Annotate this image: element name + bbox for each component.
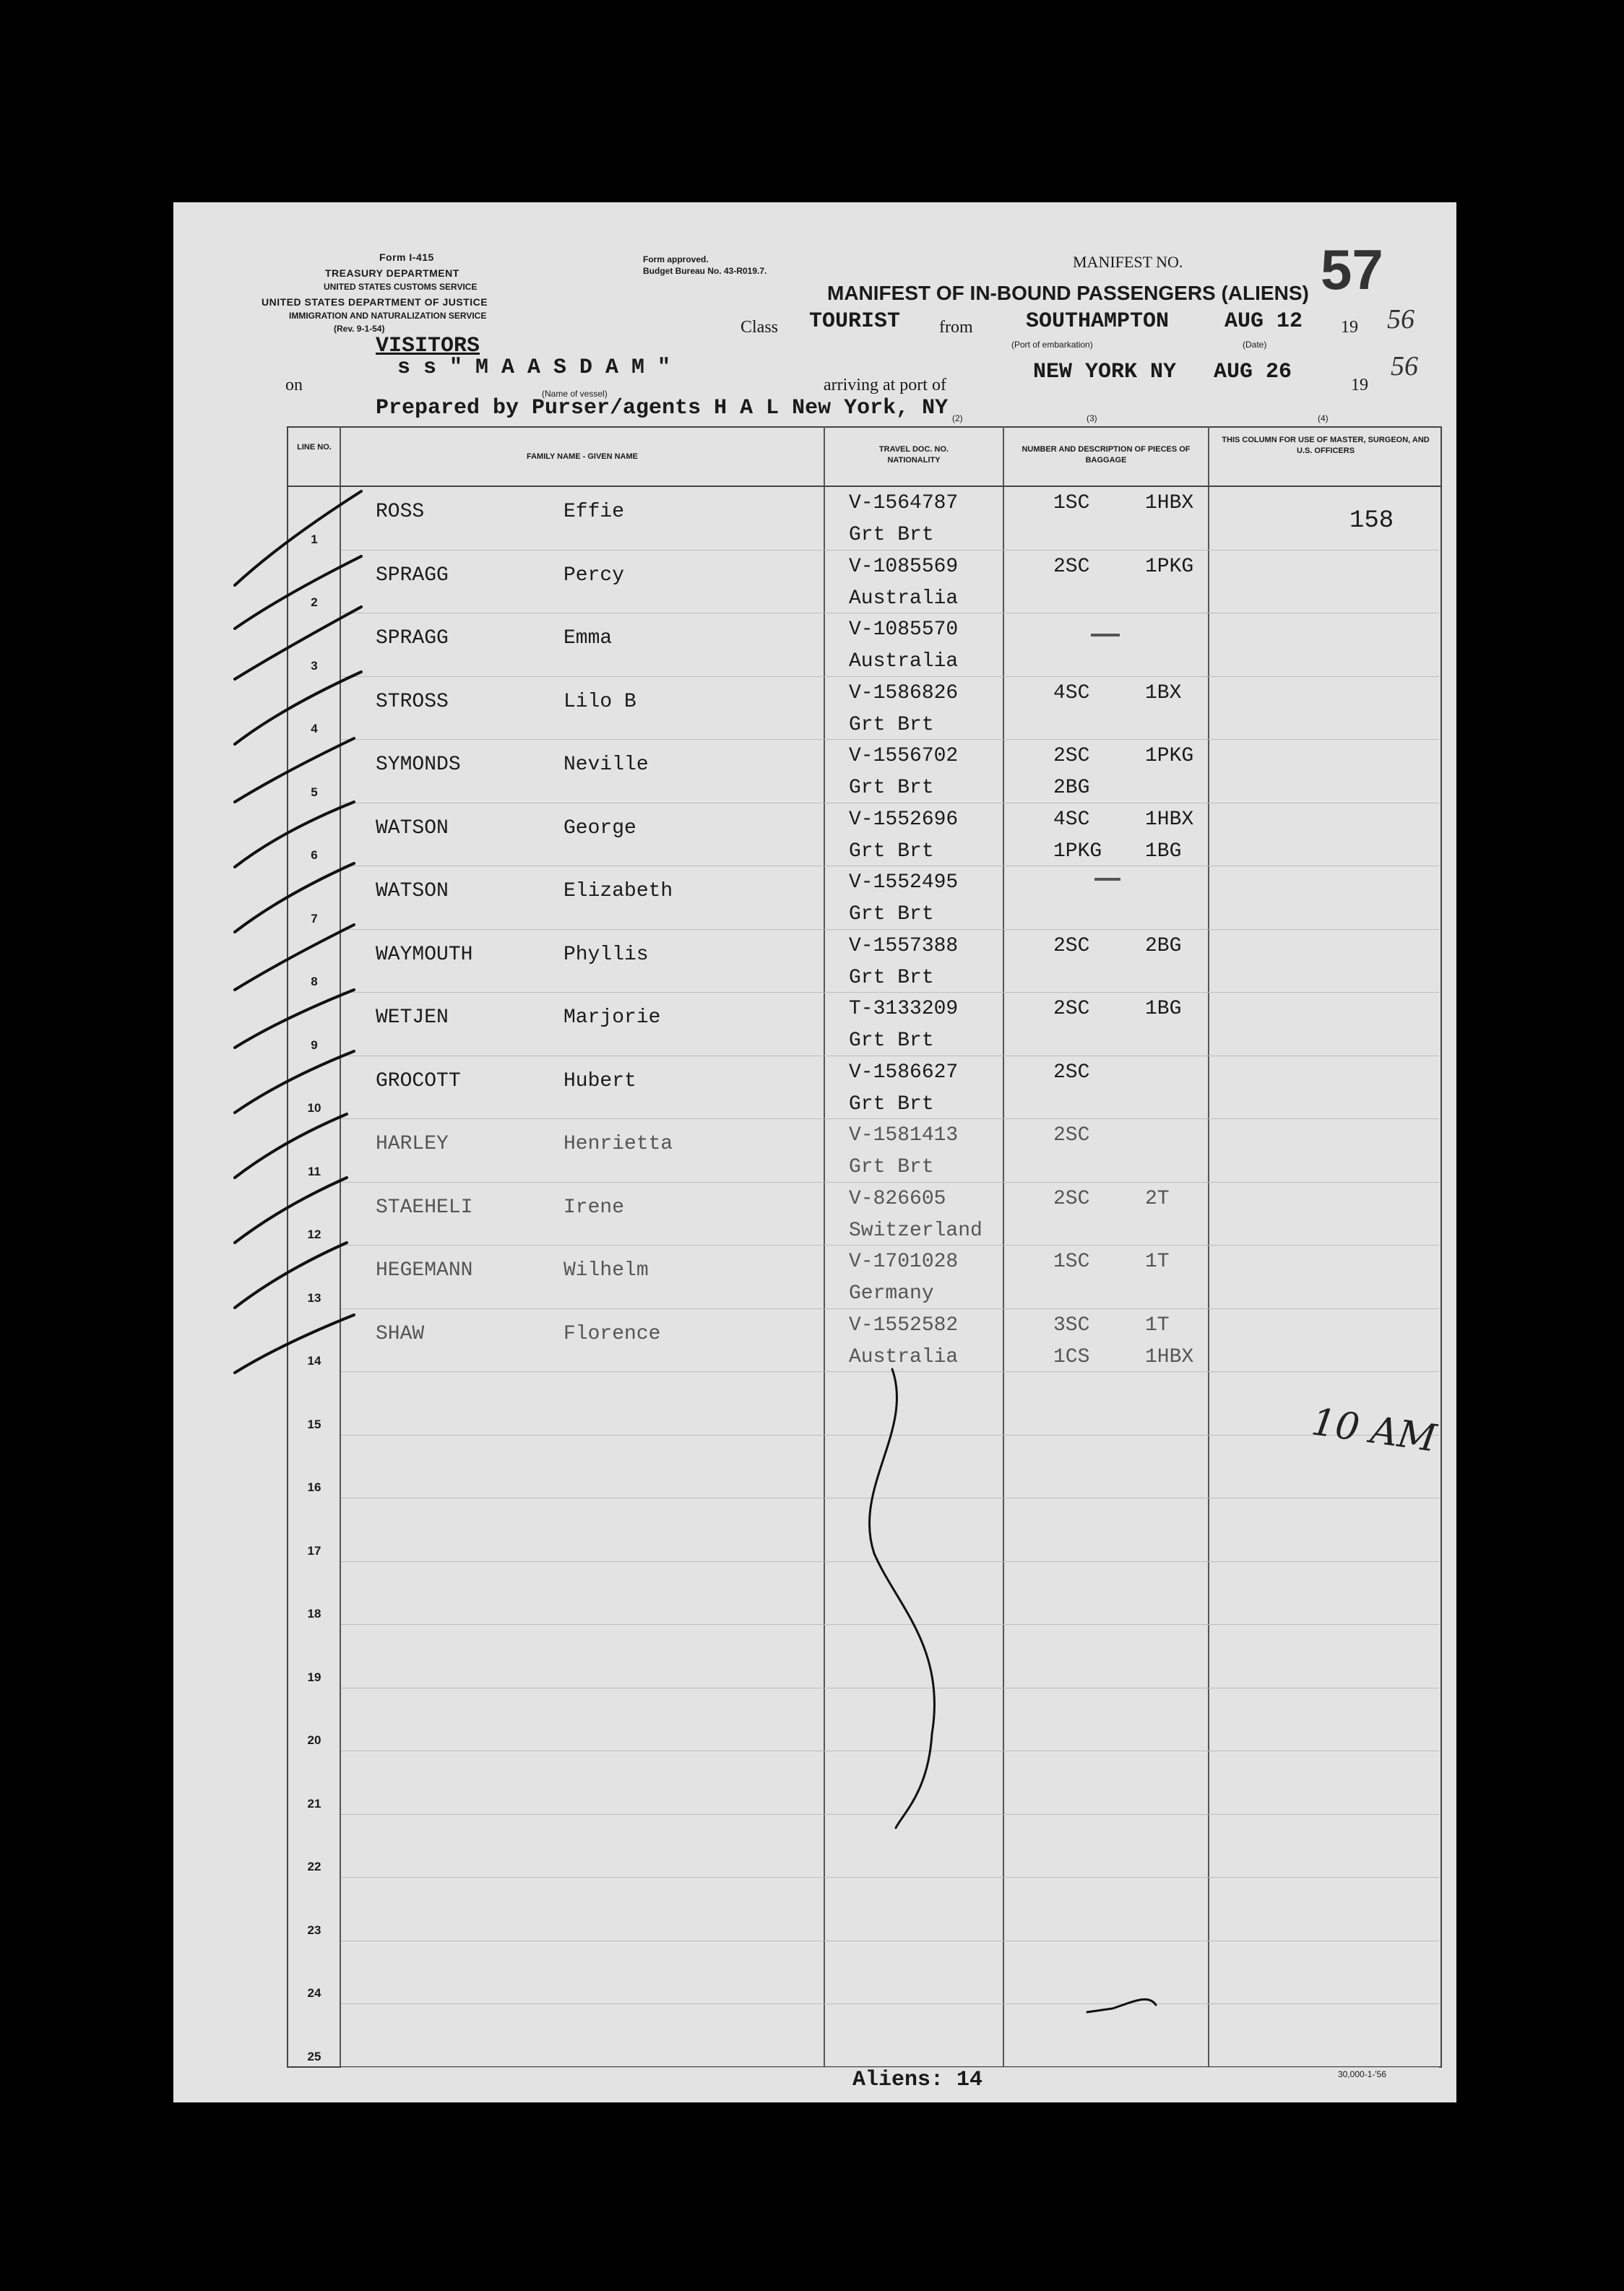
arrival-date: AUG 26 [1214,360,1292,384]
treasury-department: TREASURY DEPARTMENT [325,267,459,279]
travel-doc-number: V-1552495 [849,871,959,894]
travel-doc-number: V-1586826 [849,681,959,704]
family-name: STAEHELI [376,1196,473,1219]
given-name: Elizabeth [563,880,673,902]
line-number: 3 [311,658,318,673]
baggage-1: 2SC [1053,934,1090,957]
nationality: Grt Brt [849,777,934,799]
travel-doc-number: V-1085570 [849,618,959,641]
baggage-1: 4SC [1053,681,1090,704]
year-prefix-arrive: 19 [1351,376,1368,394]
year-prefix-depart: 19 [1341,318,1358,337]
port-of-arrival: NEW YORK NY [1033,360,1177,384]
baggage-3: 1PKG [1053,840,1102,863]
line-number: 1 [311,532,318,546]
nationality: Germany [849,1282,934,1305]
travel-doc-number: V-1552696 [849,808,959,831]
baggage-1: 2SC [1053,555,1090,578]
port-of-embarkation: SOUTHAMPTON [1026,309,1170,334]
nationality: Australia [849,650,959,673]
family-name: WATSON [376,880,449,902]
line-number: 22 [307,1860,321,1873]
baggage-1: 1SC [1053,1251,1090,1273]
col-baggage: NUMBER AND DESCRIPTION OF PIECES OF BAGGAGE [1022,445,1191,465]
vessel-caption: (Name of vessel) [542,389,608,399]
form-number: Form I-415 [379,251,434,263]
baggage-3: 2BG [1053,777,1090,799]
given-name: Irene [563,1196,625,1219]
nationality: Grt Brt [849,840,934,863]
baggage-2: 2T [1145,1187,1170,1210]
baggage-2: 1BX [1145,681,1182,704]
stamp-number: 158 [1349,507,1394,535]
line-number: 21 [307,1796,321,1811]
manifest-no-label: MANIFEST NO. [1073,253,1183,271]
family-name: GROCOTT [376,1069,461,1092]
family-name: WATSON [376,816,449,840]
baggage-1: 2SC [1053,1124,1090,1147]
nationality: Australia [849,587,959,610]
family-name: SPRAGG [376,627,449,650]
line-number: 14 [307,1354,321,1368]
baggage-1: 1SC [1053,492,1090,514]
given-name: Hubert [563,1069,636,1092]
vessel-name: s s " M A A S D A M " [397,355,671,380]
prepared-by: Prepared by Purser/agents H A L New York, NY [376,396,949,420]
baggage-4: 1HBX [1145,1345,1194,1368]
travel-doc-number: V-826605 [849,1187,946,1210]
line-number: 15 [307,1417,321,1431]
budget-bureau: Budget Bureau No. 43-R019.7. [643,266,767,276]
nationality: Switzerland [849,1219,982,1242]
baggage-1: 3SC [1053,1313,1090,1337]
travel-doc-number: V-1564787 [849,492,959,514]
given-name: Percy [563,564,625,587]
baggage-1: 4SC [1053,808,1090,831]
line-number: 19 [307,1670,321,1684]
baggage-3: 1CS [1053,1345,1090,1368]
family-name: STROSS [376,690,449,713]
family-name: WETJEN [376,1006,449,1029]
travel-doc-number: V-1556702 [849,745,959,767]
baggage-1: 2SC [1053,1061,1090,1084]
travel-doc-number: V-1557388 [849,934,959,957]
manifest-number: 57 [1321,238,1383,301]
given-name: Effie [563,501,625,523]
family-name: SPRAGG [376,564,449,587]
form-revision: (Rev. 9-1-54) [334,324,385,334]
given-name: Henrietta [563,1133,673,1155]
family-name: SHAW [376,1322,425,1345]
baggage-2: 1T [1145,1251,1170,1273]
family-name: HEGEMANN [376,1259,473,1282]
port-embark-caption: (Port of embarkation) [1011,340,1093,350]
baggage-1: 2SC [1053,1187,1090,1210]
given-name: Wilhelm [563,1259,649,1282]
line-number: 8 [311,975,318,988]
family-name: ROSS [376,501,425,523]
baggage-2: 1BG [1145,998,1182,1020]
travel-doc-number: V-1552582 [849,1313,959,1337]
travel-doc-number: V-1586627 [849,1061,959,1084]
arrival-year: 56 [1391,351,1418,381]
checkmark-strokes [173,202,1456,2102]
nationality: Grt Brt [849,903,934,926]
departure-date: AUG 12 [1225,309,1303,334]
given-name: Marjorie [563,1006,661,1029]
form-approved: Form approved. [643,254,709,264]
col-num-2: (2) [952,413,963,423]
travel-doc-number: T-3133209 [849,998,959,1020]
col-name: FAMILY NAME - GIVEN NAME [526,452,639,461]
given-name: Emma [563,627,613,650]
baggage-1: 2SC [1053,998,1090,1020]
line-number: 7 [311,911,318,926]
travel-doc-number: V-1701028 [849,1251,959,1273]
line-number: 5 [311,785,318,799]
nationality: Grt Brt [849,1030,934,1052]
footer-code: 30,000-1-'56 [1338,2069,1387,2079]
given-name: Florence [563,1322,661,1345]
visitors-label: VISITORS [376,334,480,358]
arriving-label: arriving at port of [824,376,946,394]
given-name: Lilo B [563,690,636,713]
travel-doc-number: V-1085569 [849,555,959,578]
nationality: Grt Brt [849,1092,934,1116]
manifest-page [173,202,1456,2102]
baggage-2: 2BG [1145,934,1182,957]
line-number: 10 [307,1101,321,1115]
line-number: 20 [307,1733,321,1747]
line-number: 11 [308,1164,321,1178]
nationality: Grt Brt [849,524,934,546]
line-number: 17 [307,1543,321,1558]
baggage-2: 1HBX [1145,808,1194,831]
line-number: 18 [307,1607,321,1621]
immigration-service: IMMIGRATION AND NATURALIZATION SERVICE [289,311,487,321]
given-name: George [563,816,636,840]
customs-service: UNITED STATES CUSTOMS SERVICE [324,282,478,292]
line-number: 25 [307,2049,321,2063]
departure-year: 56 [1387,304,1414,335]
given-name: Neville [563,754,649,776]
line-number: 12 [307,1228,321,1241]
line-number: 23 [307,1923,321,1937]
baggage-2: 1HBX [1145,492,1194,514]
line-number: 2 [311,595,318,609]
line-number: 4 [311,722,318,735]
baggage-4: 1BG [1145,840,1182,863]
baggage-2: 1PKG [1145,745,1194,767]
col-travel-doc: TRAVEL DOC. NO. NATIONALITY [878,445,949,465]
line-number: 6 [311,848,318,862]
travel-doc-number: V-1581413 [849,1124,959,1147]
family-name: HARLEY [376,1133,449,1155]
line-number: 13 [307,1290,321,1305]
given-name: Phyllis [563,943,649,966]
date-caption: (Date) [1243,340,1267,350]
col-line-no: LINE NO. [297,443,332,452]
col-num-3: (3) [1087,413,1097,423]
line-number: 24 [307,1986,321,2000]
baggage-1: 2SC [1053,745,1090,767]
on-label: on [285,376,303,394]
baggage-2: 1PKG [1145,555,1194,578]
baggage-2: 1T [1145,1313,1170,1337]
nationality: Grt Brt [849,713,934,736]
nationality: Australia [849,1345,959,1368]
manifest-title: MANIFEST OF IN-BOUND PASSENGERS (ALIENS) [827,282,1309,304]
aliens-total: Aliens: 14 [852,2068,983,2092]
family-name: WAYMOUTH [376,943,473,966]
nationality: Grt Brt [849,966,934,989]
line-number: 16 [307,1480,321,1494]
family-name: SYMONDS [376,754,461,776]
justice-department: UNITED STATES DEPARTMENT OF JUSTICE [262,296,488,308]
from-label: from [939,318,973,337]
handwritten-time: 10 AM [1308,1400,1439,1461]
line-number: 9 [311,1037,318,1052]
class-value: TOURIST [809,309,901,334]
class-label: Class [740,318,779,337]
col-officers: THIS COLUMN FOR USE OF MASTER, SURGEON, AND U.S. OFFICERS [1222,436,1430,455]
col-num-4: (4) [1318,413,1329,423]
nationality: Grt Brt [849,1156,934,1178]
